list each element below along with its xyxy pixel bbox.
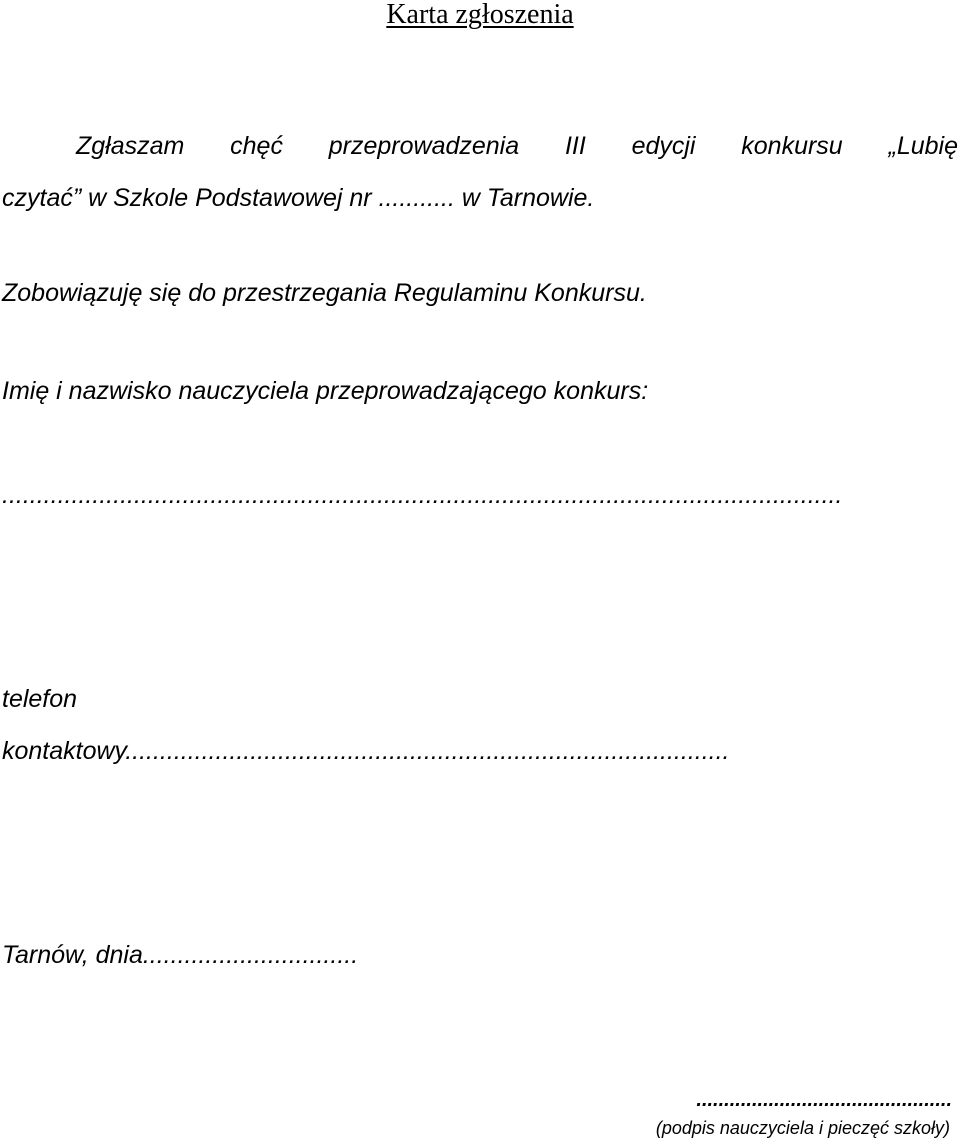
declaration-word: edycji: [631, 132, 696, 160]
teacher-name-field: .........................................................................................................................: [2, 481, 843, 509]
teacher-name-label: Imię i nazwisko nauczyciela przeprowadzającego konkurs:: [2, 377, 649, 405]
phone-field: kontaktowy.......................................................................................: [2, 737, 730, 765]
signature-caption: (podpis nauczyciela i pieczęć szkoły): [655, 1118, 950, 1138]
declaration-word: „Lubię: [888, 132, 958, 160]
declaration-paragraph: [2, 120, 958, 224]
declaration-line-1: [76, 120, 958, 172]
declaration-line-2: czytać” w Szkole Podstawowej nr ........... w Tarnowie.: [2, 184, 595, 212]
obligation-text: Zobowiązuję się do przestrzegania Regulaminu Konkursu.: [2, 279, 647, 307]
declaration-word: III: [564, 132, 586, 160]
signature-field: ..............................................: [696, 1089, 952, 1111]
form-title: Karta zgłoszenia: [386, 0, 574, 30]
declaration-word: przeprowadzenia: [328, 132, 520, 160]
phone-label: telefon: [2, 685, 78, 713]
declaration-word: Zgłaszam: [76, 132, 185, 160]
date-field: Tarnów, dnia...............................: [2, 941, 359, 969]
declaration-word: konkursu: [741, 132, 843, 160]
declaration-word: chęć: [230, 132, 283, 160]
